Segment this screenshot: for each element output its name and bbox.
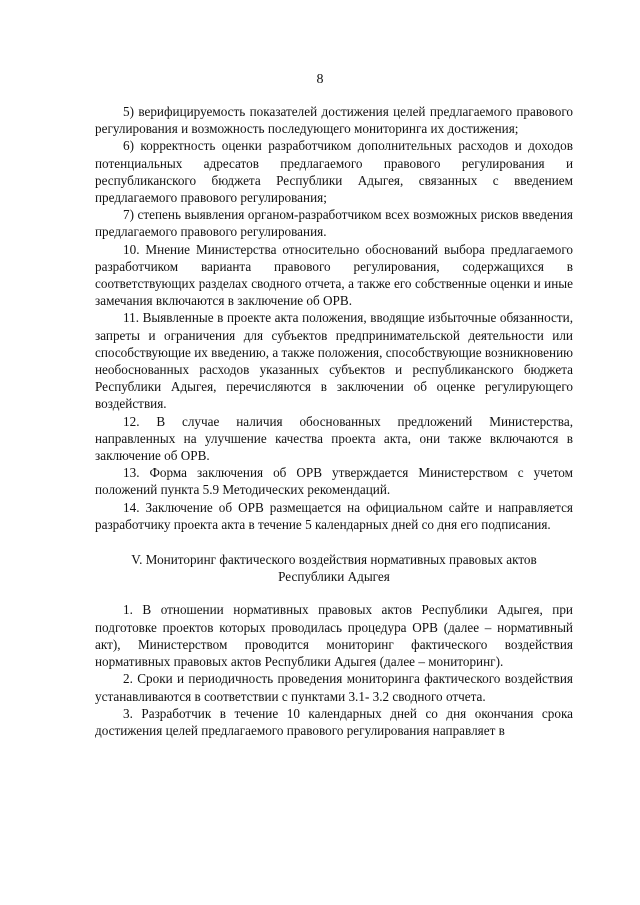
paragraph-item-7: 7) степень выявления органом-разработчиком всех возможных рисков введения предлагаемого правового регулирования.	[95, 207, 573, 240]
paragraph-section5-2: 2. Сроки и периодичность проведения мониторинга фактического воздействия устанавливаются в соответствии с пунктами 3.1- 3.2 сводного отчета.	[95, 671, 573, 704]
paragraph-13: 13. Форма заключения об ОРВ утверждается Министерством с учетом положений пункта 5.9 Методических рекомендаций.	[95, 465, 573, 498]
document-body	[95, 103, 573, 739]
page-number: 8	[316, 72, 324, 87]
paragraph-item-6: 6) корректность оценки разработчиком дополнительных расходов и доходов потенциальных адресатов предлагаемого правового регулирования и республиканского бюджета Республики Адыгея, связанных с введением предлагаемого правового регулирования;	[95, 138, 573, 206]
paragraph-11: 11. Выявленные в проекте акта положения, вводящие избыточные обязанности, запреты и ограничения для субъектов предпринимательской деятельности или способствующие их введению, а также положения, способствующие возникновению необоснованных расходов указанных субъектов и республиканского бюджета Республики Адыгея, перечисляются в заключении об оценке регулирующего воздействия.	[95, 310, 573, 412]
paragraph-14: 14. Заключение об ОРВ размещается на официальном сайте и направляется разработчику проекта акта в течение 5 календарных дней со дня его подписания.	[95, 499, 573, 532]
paragraph-12: 12. В случае наличия обоснованных предложений Министерства, направленных на улучшение качества проекта акта, они также включаются в заключение об ОРВ.	[95, 413, 573, 464]
paragraph-10: 10. Мнение Министерства относительно обоснований выбора предлагаемого разработчиком варианта правового регулирования, содержащихся в соответствующих разделах сводного отчета, а также его собственные оценки и иные замечания включаются в заключение об ОРВ.	[95, 241, 573, 309]
paragraph-section5-1: 1. В отношении нормативных правовых актов Республики Адыгея, при подготовке проектов которых проводилась процедура ОРВ (далее – нормативный акт), Министерством проводится мониторинг фактического воздействия нормативных правовых актов Республики Адыгея (далее – мониторинг).	[95, 602, 573, 670]
paragraph-section5-3: 3. Разработчик в течение 10 календарных дней со дня окончания срока достижения целей предлагаемого правового регулирования направляет в	[95, 705, 573, 738]
paragraph-item-5: 5) верифицируемость показателей достижения целей предлагаемого правового регулирования и возможность последующего мониторинга их достижения;	[95, 104, 573, 137]
section-heading: V. Мониторинг фактического воздействия нормативных правовых актов Республики Адыгея	[131, 552, 537, 585]
